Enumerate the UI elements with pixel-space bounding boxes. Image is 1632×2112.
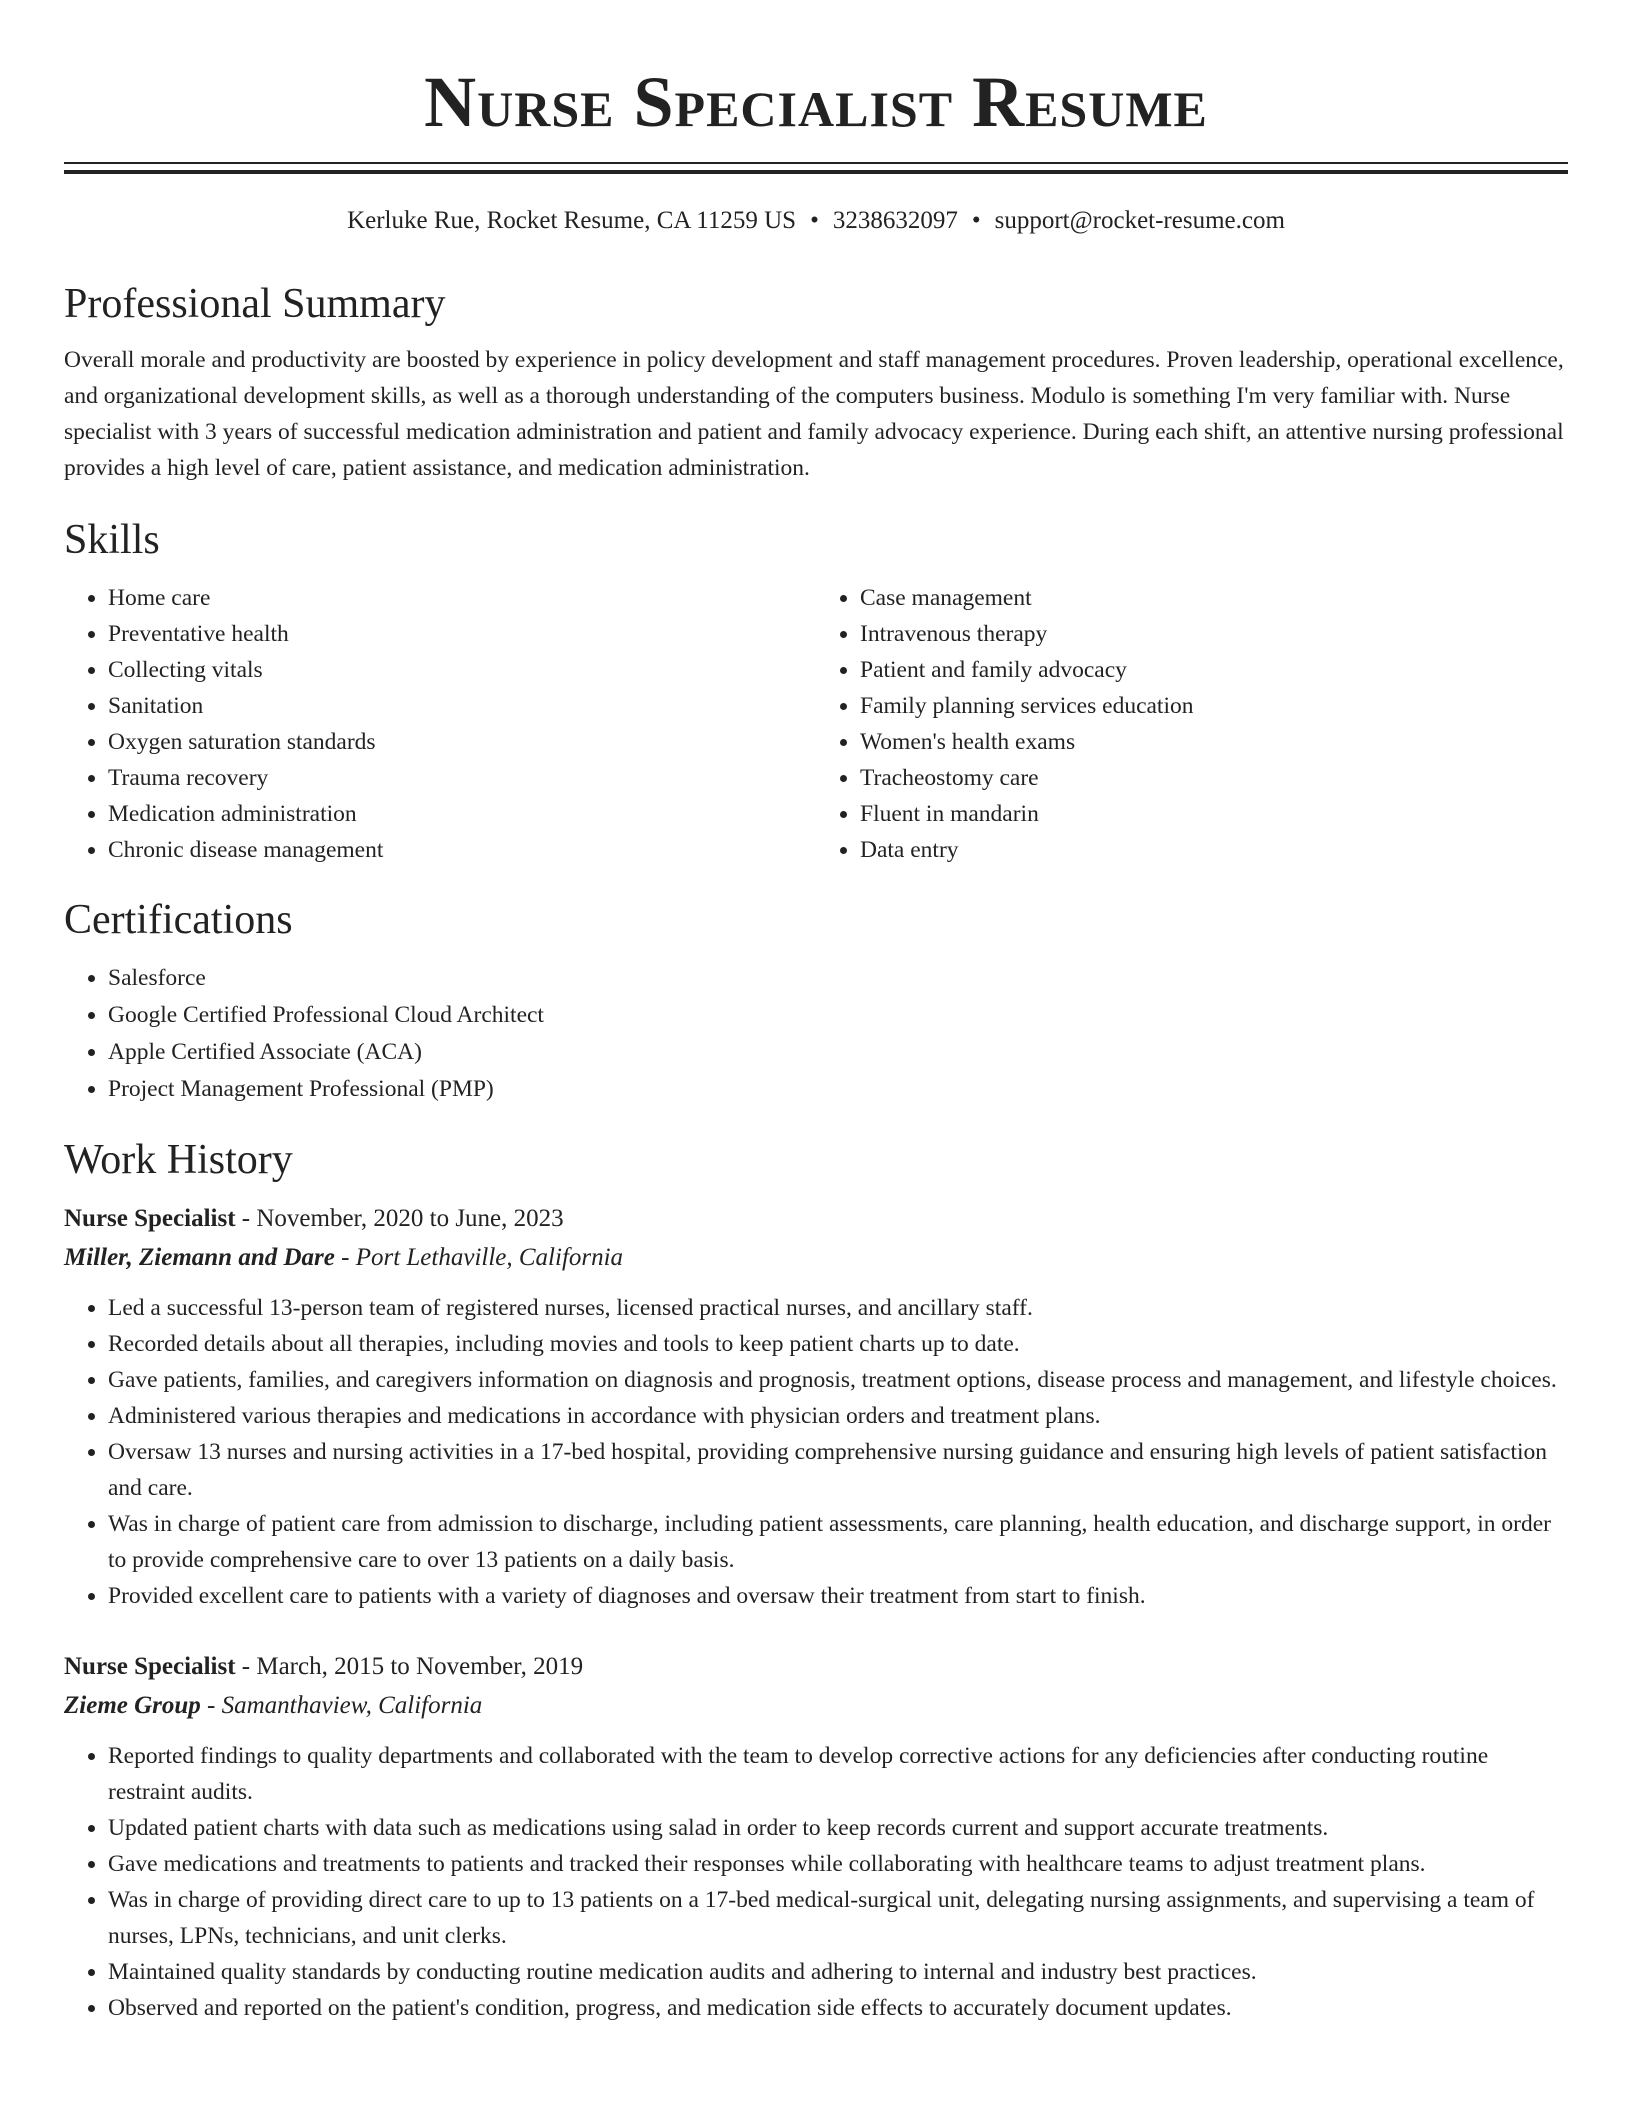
job-bullet: • Maintained quality standards by conducting routine medication audits and adhering to internal and industry best practices.	[108, 1954, 1568, 1990]
certification-item: • Salesforce	[108, 960, 1568, 997]
contact-separator: •	[810, 207, 819, 234]
skill-item: • Trauma recovery	[108, 760, 816, 796]
job-dates: - March, 2015 to November, 2019	[235, 1653, 584, 1680]
skill-item: • Collecting vitals	[108, 652, 816, 688]
job-company: Miller, Ziemann and Dare	[64, 1244, 335, 1271]
skills-columns	[64, 580, 1568, 868]
job-bullet: • Recorded details about all therapies, including movies and tools to keep patient charts up to date.	[108, 1326, 1568, 1362]
job-location: - Port Lethaville, California	[334, 1244, 624, 1271]
job-dates: - November, 2020 to June, 2023	[235, 1205, 564, 1232]
skill-item: • Chronic disease management	[108, 832, 816, 868]
resume-title: Nurse Specialist Resume	[424, 62, 1208, 142]
summary-heading: Professional Summary	[64, 281, 446, 327]
job-bullet: • Provided excellent care to patients with a variety of diagnoses and oversaw their treatment from start to finish.	[108, 1578, 1568, 1614]
skill-item: • Sanitation	[108, 688, 816, 724]
job-bullet: • Updated patient charts with data such as medications using salad in order to keep records current and support accurate treatments.	[108, 1810, 1568, 1846]
summary-text: Overall morale and productivity are boosted by experience in policy development and staff management procedures. Proven leadership, operational excellence, and organizational development skills, as well as a thorough understanding of the computers business. Modulo is something I'm very familiar with. Nurse specialist with 3 years of successful medication administration and patient and family advocacy experience. During each shift, an attentive nursing professional provides a high level of care, patient assistance, and medication administration.	[64, 347, 1564, 481]
skill-item: • Case management	[860, 580, 1568, 616]
skills-list-left	[64, 580, 816, 868]
job-location: - Samanthaview, California	[200, 1692, 483, 1719]
resume-page	[64, 0, 1568, 2026]
job-bullet: • Administered various therapies and medications in accordance with physician orders and treatment plans.	[108, 1398, 1568, 1434]
job-company-line	[64, 1686, 1568, 1726]
title-rule-thick	[64, 170, 1568, 174]
job-bullet: • Gave patients, families, and caregivers information on diagnosis and prognosis, treatment options, disease process and management, and lifestyle choices.	[108, 1362, 1568, 1398]
certification-item: • Apple Certified Associate (ACA)	[108, 1034, 1568, 1071]
contact-line	[64, 204, 1568, 238]
skill-item: • Oxygen saturation standards	[108, 724, 816, 760]
job-bullet: • Reported findings to quality departments and collaborated with the team to develop corrective actions for any deficiencies after conducting routine restraint audits.	[108, 1738, 1568, 1810]
contact-separator: •	[971, 207, 981, 234]
skill-item: • Fluent in mandarin	[860, 796, 1568, 832]
title-rule-thin	[64, 162, 1568, 164]
job-bullets	[64, 1290, 1568, 1614]
skill-item: • Home care	[108, 580, 816, 616]
job-bullet: • Was in charge of providing direct care to up to 13 patients on a 17-bed medical-surgical unit, delegating nursing assignments, and supervising a team of nurses, LPNs, technicians, and unit clerks.	[108, 1882, 1568, 1954]
job-company: Zieme Group	[64, 1692, 201, 1719]
contact-address: Kerluke Rue, Rocket Resume, CA 11259 US	[347, 207, 797, 234]
job-title-line	[64, 1648, 1568, 1686]
skill-item: • Data entry	[860, 832, 1568, 868]
skill-item: • Tracheostomy care	[860, 760, 1568, 796]
job-title-line	[64, 1200, 1568, 1238]
job-bullet: • Oversaw 13 nurses and nursing activities in a 17-bed hospital, providing comprehensive nursing guidance and ensuring high levels of patient satisfaction and care.	[108, 1434, 1568, 1506]
job-title: Nurse Specialist	[64, 1653, 236, 1680]
skill-item: • Patient and family advocacy	[860, 652, 1568, 688]
skill-item: • Family planning services education	[860, 688, 1568, 724]
job-bullet: • Observed and reported on the patient's condition, progress, and medication side effects to accurately document updates.	[108, 1990, 1568, 2026]
skill-item: • Preventative health	[108, 616, 816, 652]
skill-item: • Women's health exams	[860, 724, 1568, 760]
job-bullet: • Gave medications and treatments to patients and tracked their responses while collaborating with healthcare teams to adjust treatment plans.	[108, 1846, 1568, 1882]
certifications-list	[64, 960, 1568, 1108]
job-entry	[64, 1648, 1568, 2026]
skills-list-right	[816, 580, 1568, 868]
job-bullets	[64, 1738, 1568, 2026]
skill-item: • Medication administration	[108, 796, 816, 832]
contact-phone: 3238632097	[832, 207, 958, 234]
contact-email: support@rocket-resume.com	[994, 207, 1285, 234]
job-bullet: • Led a successful 13-person team of registered nurses, licensed practical nurses, and ancillary staff.	[108, 1290, 1568, 1326]
job-title: Nurse Specialist	[64, 1205, 236, 1232]
skills-heading: Skills	[64, 517, 160, 563]
skill-item: • Intravenous therapy	[860, 616, 1568, 652]
job-bullet: • Was in charge of patient care from admission to discharge, including patient assessments, care planning, health education, and discharge support, in order to provide comprehensive care to over 13 patients on a daily basis.	[108, 1506, 1568, 1578]
certification-item: • Project Management Professional (PMP)	[108, 1071, 1568, 1108]
job-entry	[64, 1200, 1568, 1614]
certification-item: • Google Certified Professional Cloud Architect	[108, 997, 1568, 1034]
certifications-heading: Certifications	[64, 897, 293, 943]
work-history-heading: Work History	[64, 1137, 293, 1183]
job-company-line	[64, 1238, 1568, 1278]
